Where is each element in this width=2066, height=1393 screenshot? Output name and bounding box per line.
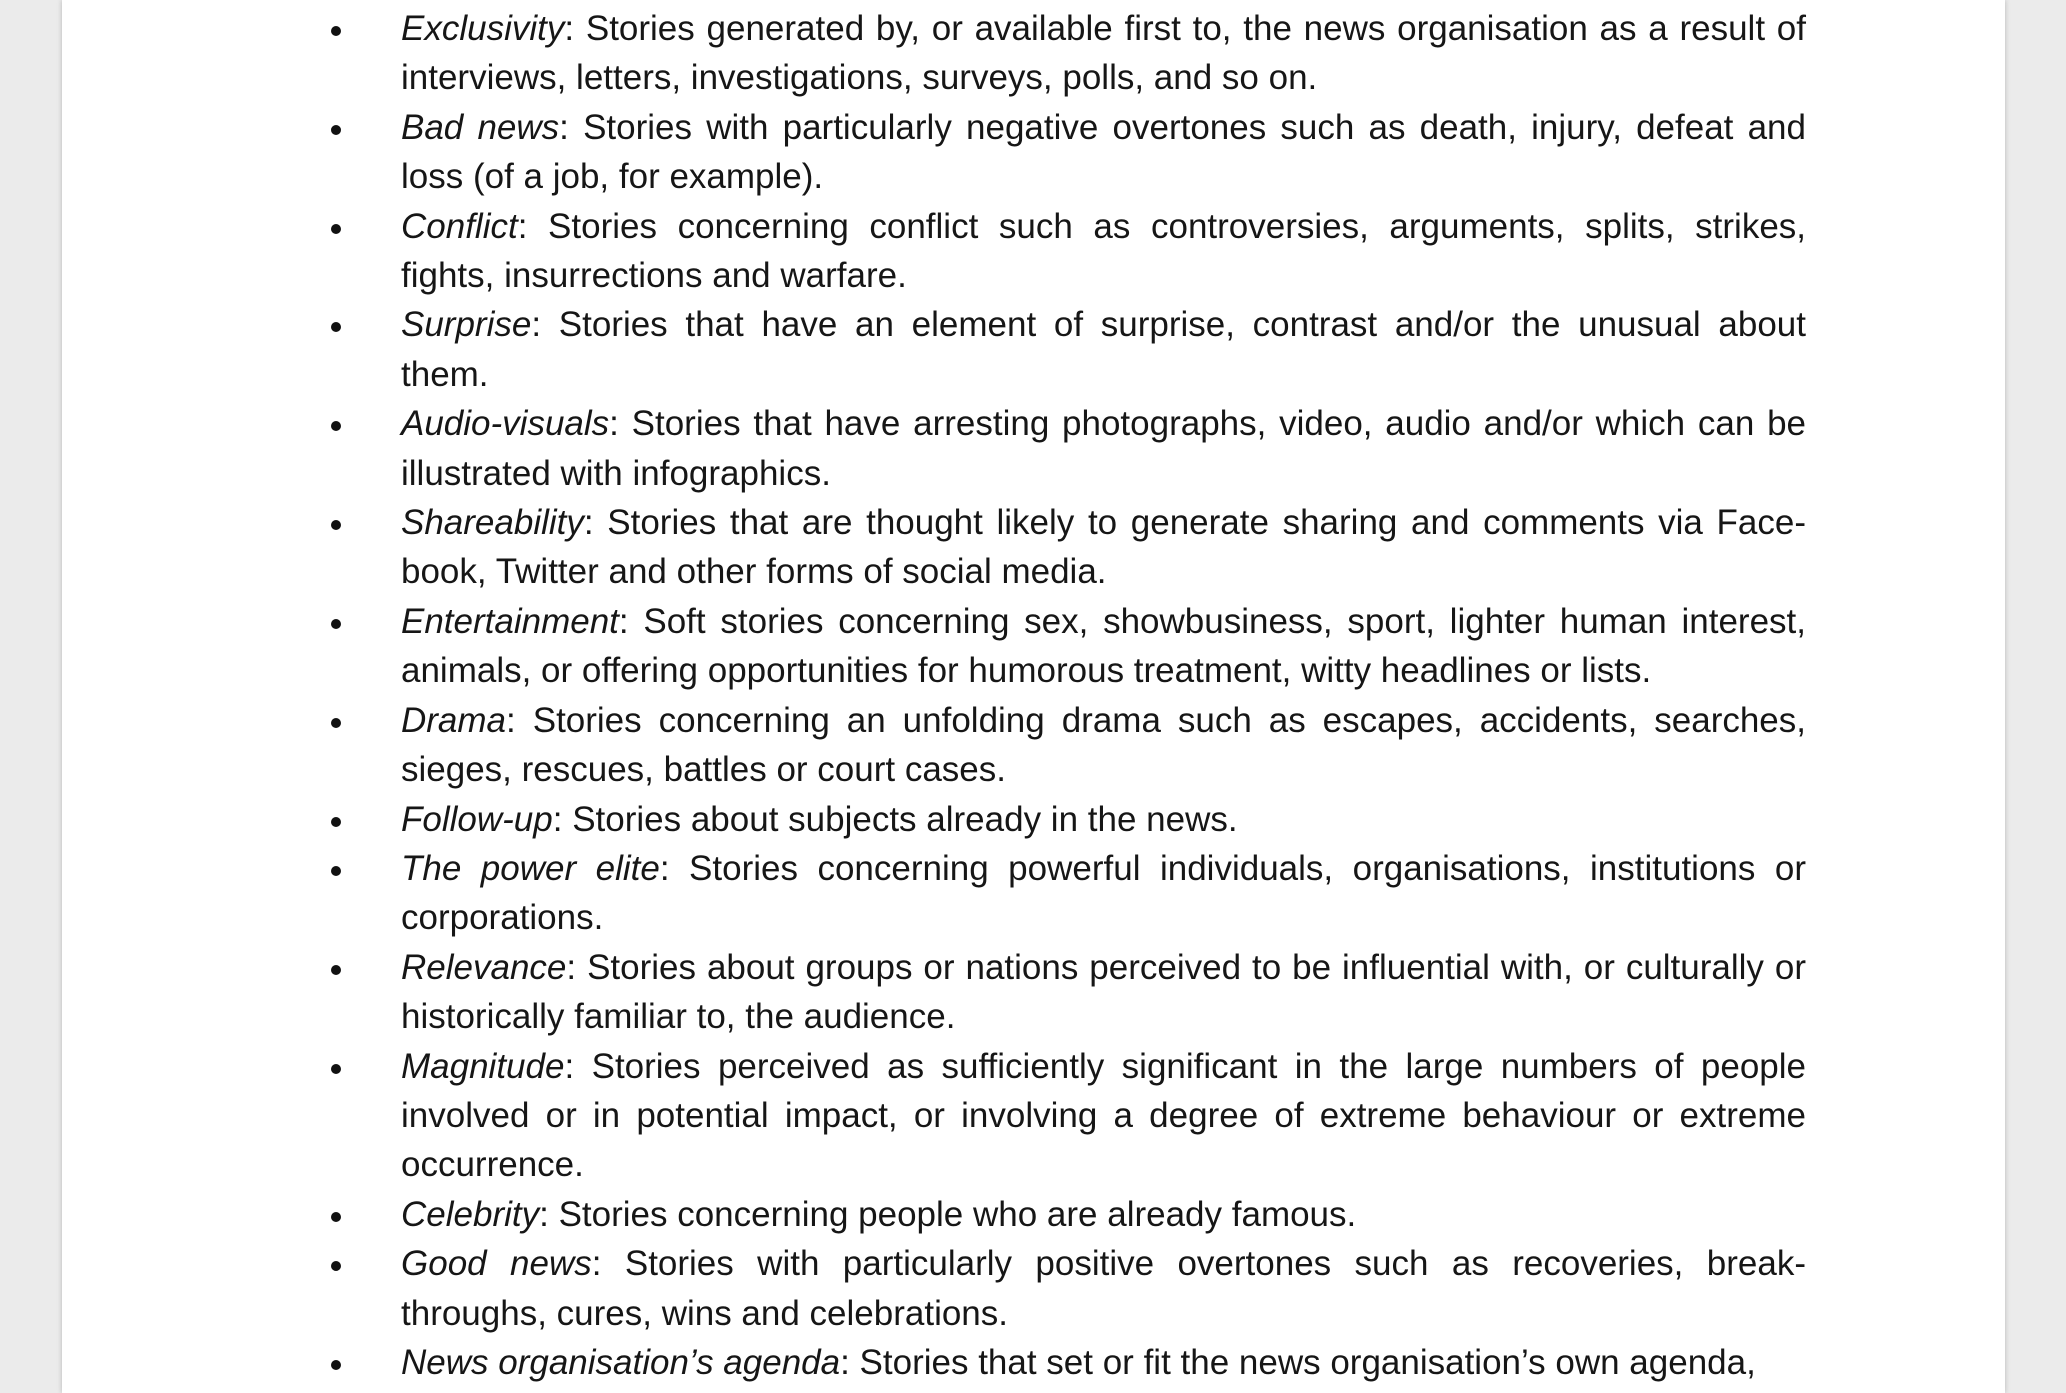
- list-item-conflict: [62, 202, 1806, 301]
- list-item-description: Stories about groups or nations perceived to be influential with, or culturally or historically familiar to, the audience.: [401, 947, 1806, 1037]
- bullet-icon: [331, 817, 341, 827]
- list-item-term: Shareability: [401, 503, 584, 543]
- list-item-news-organisations-agenda: [62, 1338, 1806, 1387]
- list-item-description: Stories concerning people who are already famous.: [558, 1194, 1357, 1234]
- list-item-exclusivity: [62, 4, 1806, 103]
- bullet-icon: [331, 26, 341, 36]
- list-item-entertainment: [62, 597, 1806, 696]
- list-item-magnitude: [62, 1042, 1806, 1190]
- list-item-term: Magnitude: [401, 1046, 565, 1086]
- bullet-icon: [331, 1212, 341, 1222]
- list-item-separator: :: [564, 9, 586, 48]
- list-item-description: Stories about subjects already in the news.: [572, 799, 1238, 839]
- list-item-description: Stories concerning powerful individuals, organisations, institutions or corporations.: [401, 848, 1806, 938]
- list-item-shareability: [62, 498, 1806, 597]
- bullet-icon: [331, 718, 341, 728]
- list-item-separator: :: [591, 1244, 625, 1284]
- list-item-separator: :: [566, 947, 588, 987]
- list-item-description: Stories concerning conflict such as controversies, arguments, splits, strikes, fights, insurrections and warfare.: [401, 206, 1807, 296]
- list-item-description: Stories with particularly positive overtones such as recoveries, break-throughs, cures, wins and celebrations.: [401, 1244, 1806, 1333]
- list-item-separator: :: [539, 1194, 559, 1234]
- list-item-description: Stories generated by, or available first to, the news organisation as a result of interviews, letters, investigations, surveys, polls, and so on.: [401, 9, 1806, 98]
- bullet-icon: [331, 965, 341, 975]
- list-item-description: Stories with particularly negative overtones such as death, injury, defeat and loss (of a job, for example).: [401, 107, 1806, 197]
- list-item-term: Celebrity: [401, 1194, 540, 1234]
- bullet-icon: [331, 619, 341, 629]
- list-item-separator: :: [564, 1046, 592, 1086]
- list-item-follow-up: [62, 795, 1806, 844]
- list-item-separator: :: [506, 700, 533, 740]
- bullet-icon: [331, 1064, 341, 1074]
- list-item-term: News organisation’s agenda: [401, 1342, 841, 1382]
- list-item-term: Relevance: [401, 947, 567, 987]
- bullet-icon: [331, 1261, 341, 1271]
- list-item-description: Stories that have an element of surprise, contrast and/or the unusual about them.: [401, 305, 1806, 394]
- list-item-term: Surprise: [401, 305, 532, 345]
- list-item-separator: :: [659, 848, 690, 888]
- bullet-icon: [331, 520, 341, 530]
- list-item-description: Stories that have arresting photographs, video, audio and/or which can be illustrated with infographics.: [401, 404, 1807, 493]
- document-page: [62, 0, 2005, 1393]
- list-item-separator: :: [583, 503, 608, 543]
- list-item-separator: :: [552, 799, 573, 839]
- bullet-icon: [331, 421, 341, 431]
- list-item-term: Entertainment: [401, 601, 619, 641]
- bullet-icon: [331, 1360, 341, 1370]
- list-item-separator: :: [517, 206, 549, 246]
- list-item-term: Bad news: [401, 107, 560, 147]
- list-item-separator: :: [559, 107, 584, 147]
- bullet-icon: [331, 125, 341, 135]
- bullet-icon: [331, 322, 341, 332]
- list-item-separator: :: [840, 1342, 860, 1382]
- list-item-description: Stories that set or fit the news organisation’s own agenda,: [859, 1342, 1756, 1382]
- list-item-term: Conflict: [401, 206, 518, 246]
- bullet-icon: [331, 224, 341, 234]
- list-item-term: Exclusivity: [401, 9, 565, 48]
- news-values-list: [62, 4, 2005, 1387]
- list-item-power-elite: [62, 844, 1806, 943]
- bullet-icon: [331, 866, 341, 876]
- list-item-description: Stories that are thought likely to generate sharing and comments via Face-book, Twitter and other forms of social media.: [401, 503, 1806, 592]
- list-item-description: Stories concerning an unfolding drama such as escapes, accidents, searches, sieges, rescues, battles or court cases.: [401, 700, 1806, 790]
- list-item-bad-news: [62, 103, 1806, 202]
- list-item-description: Stories perceived as sufficiently significant in the large numbers of people involved or in potential impact, or involving a degree of extreme behaviour or extreme occurrence.: [401, 1046, 1806, 1185]
- list-item-term: The power elite: [401, 848, 660, 888]
- list-item-good-news: [62, 1239, 1806, 1338]
- list-item-separator: :: [531, 305, 559, 345]
- list-item-audio-visuals: [62, 399, 1806, 498]
- list-item-term: Good news: [401, 1244, 592, 1284]
- list-item-surprise: [62, 300, 1806, 399]
- list-item-term: Audio-visuals: [401, 404, 610, 444]
- list-item-drama: [62, 696, 1806, 795]
- list-item-term: Follow-up: [401, 799, 553, 839]
- list-item-separator: :: [618, 601, 644, 641]
- list-item-relevance: [62, 943, 1806, 1042]
- list-item-term: Drama: [401, 700, 507, 740]
- list-item-celebrity: [62, 1190, 1806, 1239]
- list-item-separator: :: [609, 404, 632, 444]
- list-item-description: Soft stories concerning sex, showbusiness, sport, lighter human interest, animals, or offering opportunities for humorous treatment, witty headlines or lists.: [401, 601, 1806, 691]
